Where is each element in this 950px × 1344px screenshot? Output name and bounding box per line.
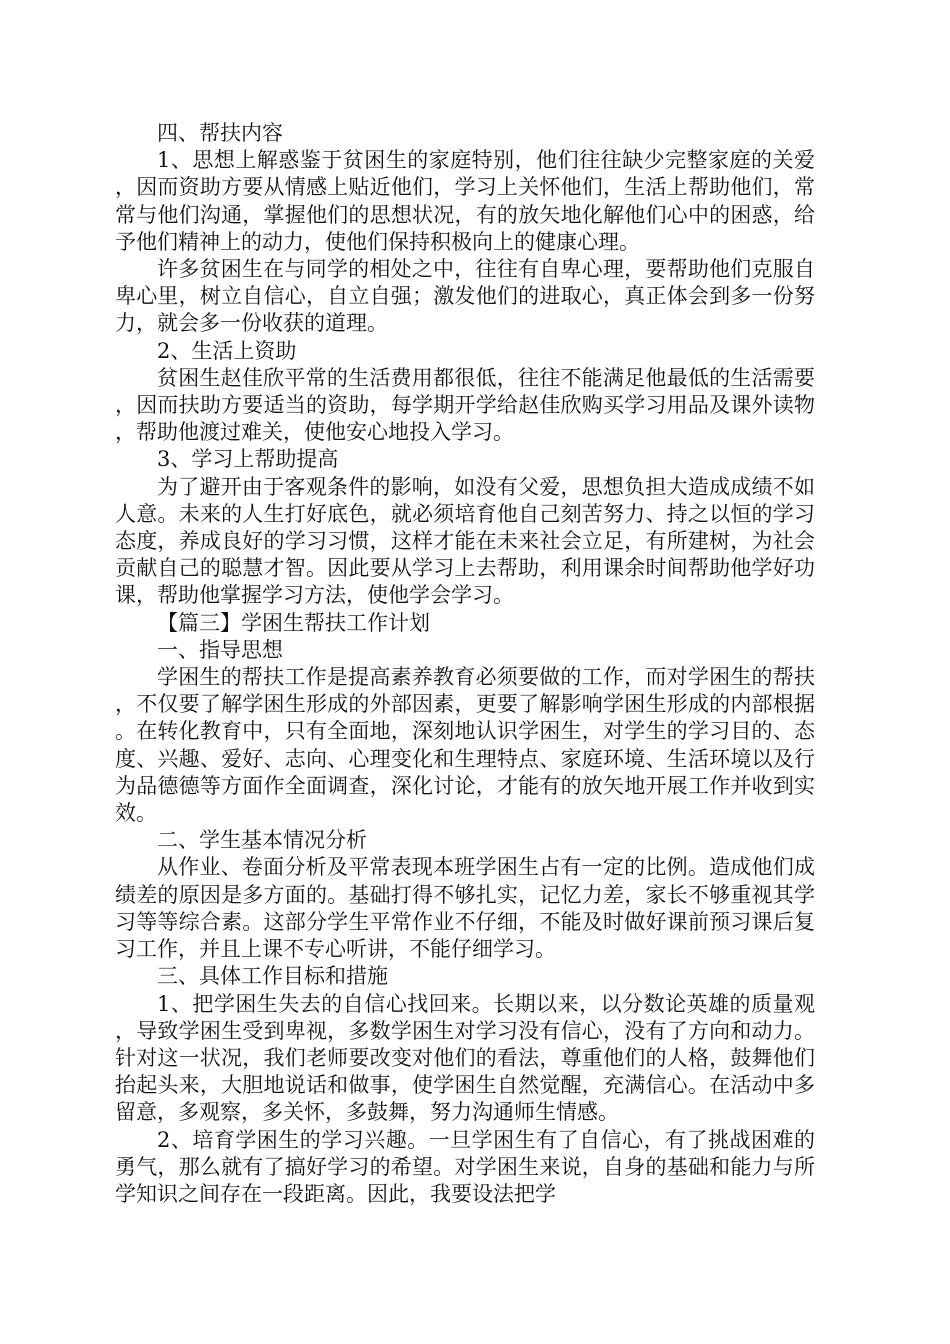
paragraph-mental-support: 1、思想上解惑鉴于贫困生的家庭特别，他们往往缺少完整家庭的关爱，因而资助方要从情感上贴近他们，学习上关怀他们，生活上帮助他们，常常与他们沟通，掌握他们的思想状况，有的放矢地化解他们心中的困惑，给予他们精神上的动力，使他们保持积极向上的健康心理。 [115, 148, 815, 254]
paragraph-cultivate-interest: 2、培育学困生的学习兴趣。一旦学困生有了自信心，有了挑战困难的勇气，那么就有了搞好学习的希望。对学困生来说，自身的基础和能力与所学知识之间存在一段距离。因此，我要设法把学 [115, 1127, 815, 1206]
section-title-part-three: 【篇三】学困生帮扶工作计划 [157, 610, 430, 635]
heading-help-content: 四、帮扶内容 [157, 121, 283, 145]
heading-goals-measures: 三、具体工作目标和措施 [157, 964, 388, 989]
paragraph-guiding-idea: 学困生的帮扶工作是提高素养教育必须要做的工作，而对学困生的帮扶，不仅要了解学困生形成的外部因素，更要了解影响学困生形成的内部根据。在转化教育中，只有全面地，深刻地认识学困生，对学生的学习目的、态度、兴趣、爱好、志向、心理变化和生理特点、家庭环境、生活环境以及行为品德德等方面作全面调查，深化讨论，才能有的放矢地开展工作并收到实效。 [115, 665, 815, 826]
paragraph-restore-confidence: 1、把学困生失去的自信心找回来。长期以来，以分数论英雄的质量观，导致学困生受到卑视，多数学困生对学习没有信心，没有了方向和动力。针对这一状况，我们老师要改变对他们的看法，尊重他们的人格，鼓舞他们抬起头来，大胆地说话和做事，使学困生自然觉醒，充满信心。在活动中多留意，多观察，多关怀，多鼓舞，努力沟通师生情感。 [115, 991, 815, 1125]
paragraph-living-support: 贫困生赵佳欣平常的生活费用都很低，往往不能满足他最低的生活需要，因而扶助方要适当的资助，每学期开学给赵佳欣购买学习用品及课外读物，帮助他渡过难关，使他安心地投入学习。 [115, 365, 815, 445]
heading-guiding-idea: 一、指导思想 [157, 637, 283, 662]
heading-student-analysis: 二、学生基本情况分析 [157, 828, 367, 853]
document-page [115, 120, 815, 1208]
heading-living-support: 2、生活上资助 [157, 338, 297, 363]
paragraph-student-analysis: 从作业、卷面分析及平常表现本班学困生占有一定的比例。造成他们成绩差的原因是多方面的。基础打得不够扎实，记忆力差，家长不够重视其学习等等综合素。这部分学生平常作业不仔细，不能及时做好课前预习课后复习工作，并且上课不专心听讲，不能仔细学习。 [115, 855, 815, 962]
paragraph-study-support: 为了避开由于客观条件的影响，如没有父爱，思想负担大造成成绩不如人意。未来的人生打好底色，就必须培育他自己刻苦努力、持之以恒的学习态度，养成良好的学习习惯，这样才能在未来社会立足，有所建树，为社会贡献自己的聪慧才智。因此要从学习上去帮助，利用课余时间帮助他学好功课，帮助他掌握学习方法，使他学会学习。 [115, 474, 815, 608]
paragraph-self-confidence: 许多贫困生在与同学的相处之中，往往有自卑心理，要帮助他们克服自卑心里，树立自信心，自立自强；激发他们的进取心，真正体会到多一份努力，就会多一份收获的道理。 [115, 257, 815, 336]
heading-study-support: 3、学习上帮助提高 [157, 447, 339, 472]
